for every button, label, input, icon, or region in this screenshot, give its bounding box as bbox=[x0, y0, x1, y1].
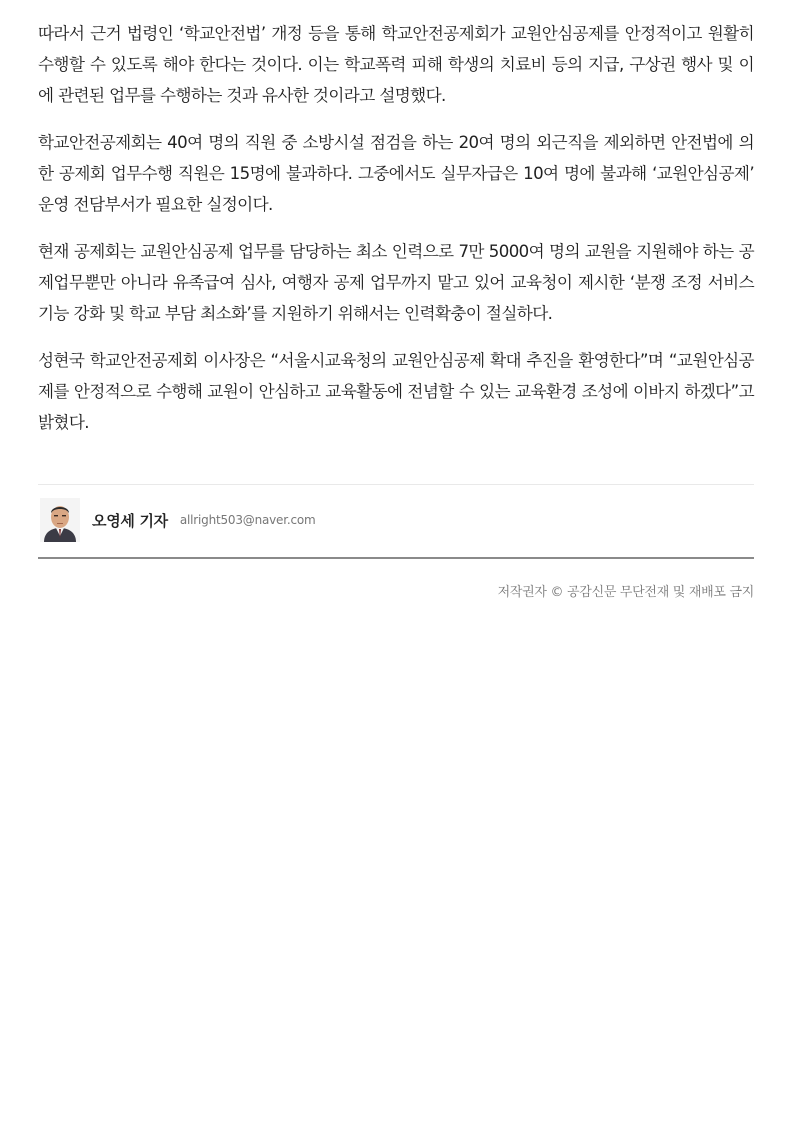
article-paragraph: 현재 공제회는 교원안심공제 업무를 담당하는 최소 인력으로 7만 5000여 명의 교원을 지원해야 하는 공제업무뿐만 아니라 유족급여 심사, 여행자 공제 업무까지 맡고 있어 교육청이 제시한 ‘분쟁 조정 서비스 기능 강화 및 학교 부담 최소화’를 지원하기 위해서는 인력확충이 절실하다. bbox=[38, 242, 754, 323]
article-paragraph: 학교안전공제회는 40여 명의 직원 중 소방시설 점검을 하는 20여 명의 외근직을 제외하면 안전법에 의한 공제회 업무수행 직원은 15명에 불과하다. 그중에서도 실무자급은 10여 명에 불과해 ‘교원안심공제’ 운영 전담부서가 필요한 실정이다. bbox=[38, 133, 754, 214]
article-body bbox=[38, 0, 754, 600]
reporter-email-link[interactable]: allright503@naver.com bbox=[179, 513, 316, 527]
byline-divider-bottom bbox=[38, 557, 754, 559]
reporter-byline bbox=[38, 485, 754, 555]
article-paragraph: 따라서 근거 법령인 ‘학교안전법’ 개정 등을 통해 학교안전공제회가 교원안심공제를 안정적이고 원활히 수행할 수 있도록 해야 한다는 것이다. 이는 학교폭력 피해 학생의 치료비 등의 지급, 구상권 행사 및 이에 관련된 업무를 수행하는 것과 유사한 것이라고 설명했다. bbox=[38, 24, 754, 105]
reporter-name[interactable]: 오영세 기자 bbox=[92, 511, 168, 530]
copyright-notice: 저작권자 © 공감신문 무단전재 및 재배포 금지 bbox=[497, 585, 754, 600]
article-paragraph: 성현국 학교안전공제회 이사장은 “서울시교육청의 교원안심공제 확대 추진을 환영한다”며 “교원안심공제를 안정적으로 수행해 교원이 안심하고 교육활동에 전념할 수 있는 교육환경 조성에 이바지 하겠다”고 밝혔다. bbox=[38, 351, 754, 432]
reporter-avatar-icon[interactable] bbox=[40, 498, 80, 542]
